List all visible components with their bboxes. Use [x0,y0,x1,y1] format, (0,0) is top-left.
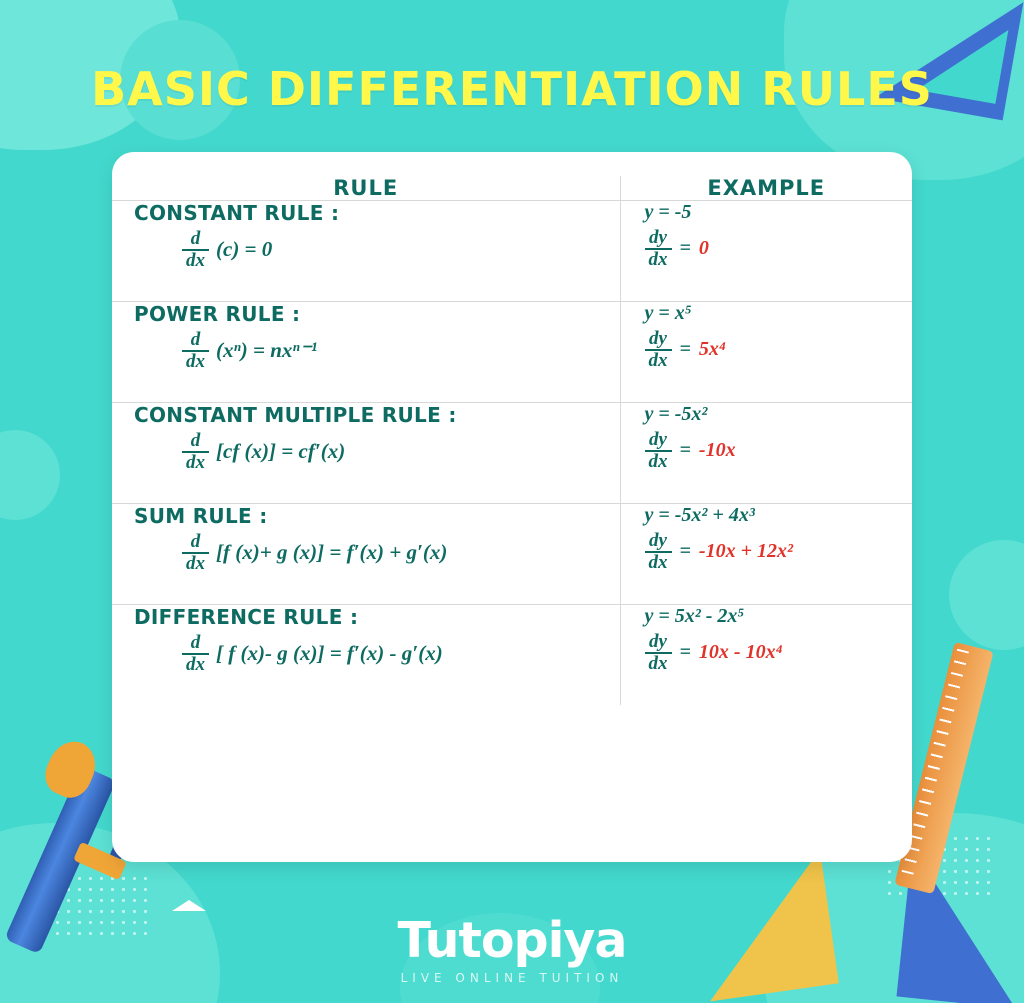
table-row [112,403,912,504]
example-derivative [645,228,913,270]
table-row [112,605,912,706]
example-function: y = 5x² - 2x⁵ [644,605,745,627]
rule-name: POWER RULE : [134,302,301,326]
example-answer: -10x + 12x² [698,540,793,563]
table-row [112,302,912,403]
example-function: y = x⁵ [644,302,692,324]
dy-dx-fraction: $\frac{dy}{dx}$ [645,228,672,270]
brand-logo [0,912,1024,985]
formula-expression: (xⁿ) = nxⁿ⁻¹ [216,338,318,363]
example-answer: -10x [698,439,736,462]
rule-formula [134,532,610,574]
rule-name: CONSTANT MULTIPLE RULE : [134,403,457,427]
equals-sign: = [679,641,691,664]
logo-text: Tutopiya [397,912,627,969]
derivative-fraction: $\frac{d}{dx}$ [182,330,209,372]
example-derivative [645,329,913,371]
background-blob [949,540,1024,650]
rule-cell [112,201,620,302]
rule-formula [134,633,610,675]
formula-expression: [f (x)+ g (x)] = f′(x) + g′(x) [216,540,448,565]
example-cell [620,201,912,302]
example-derivative [645,632,913,674]
formula-expression: [cf (x)] = cf′(x) [216,439,346,464]
rule-name: DIFFERENCE RULE : [134,605,359,629]
rule-formula [134,431,610,473]
rule-name: CONSTANT RULE : [134,201,340,225]
rule-name: SUM RULE : [134,504,268,528]
dy-dx-fraction: $\frac{dy}{dx}$ [645,430,672,472]
dy-dx-fraction: $\frac{dy}{dx}$ [645,632,672,674]
example-cell [620,302,912,403]
logo-tagline: LIVE ONLINE TUITION [400,971,624,985]
table-header-row [112,176,912,201]
equals-sign: = [679,338,691,361]
example-cell [620,403,912,504]
page-title: BASIC DIFFERENTIATION RULES [91,62,933,116]
derivative-fraction: $\frac{d}{dx}$ [182,532,209,574]
differentiation-rules-table [112,176,912,705]
derivative-fraction: $\frac{d}{dx}$ [182,229,209,271]
rule-cell [112,605,620,706]
derivative-fraction: $\frac{d}{dx}$ [182,431,209,473]
background-blob [0,430,60,520]
example-function: y = -5x² [644,403,708,425]
example-answer: 5x⁴ [698,338,726,361]
dy-dx-fraction: $\frac{dy}{dx}$ [645,531,672,573]
rule-cell [112,403,620,504]
rule-formula [134,330,610,372]
rules-card [112,152,912,862]
example-cell [620,605,912,706]
dy-dx-fraction: $\frac{dy}{dx}$ [645,329,672,371]
rule-cell [112,302,620,403]
example-derivative [645,430,913,472]
derivative-fraction: $\frac{d}{dx}$ [182,633,209,675]
formula-expression: (c) = 0 [216,237,273,262]
example-answer: 10x - 10x⁴ [698,641,783,664]
example-function: y = -5x² + 4x³ [644,504,755,526]
example-function: y = -5 [644,201,692,223]
equals-sign: = [679,540,691,563]
example-derivative [645,531,913,573]
equals-sign: = [679,237,691,260]
equals-sign: = [679,439,691,462]
example-cell [620,504,912,605]
table-row [112,504,912,605]
rule-cell [112,504,620,605]
column-header-rule: RULE [333,176,399,200]
formula-expression: [ f (x)- g (x)] = f′(x) - g′(x) [216,641,443,666]
graduation-cap-icon [172,900,206,914]
table-row [112,201,912,302]
example-answer: 0 [698,237,709,260]
rule-formula [134,229,610,271]
column-header-example: EXAMPLE [620,176,912,201]
